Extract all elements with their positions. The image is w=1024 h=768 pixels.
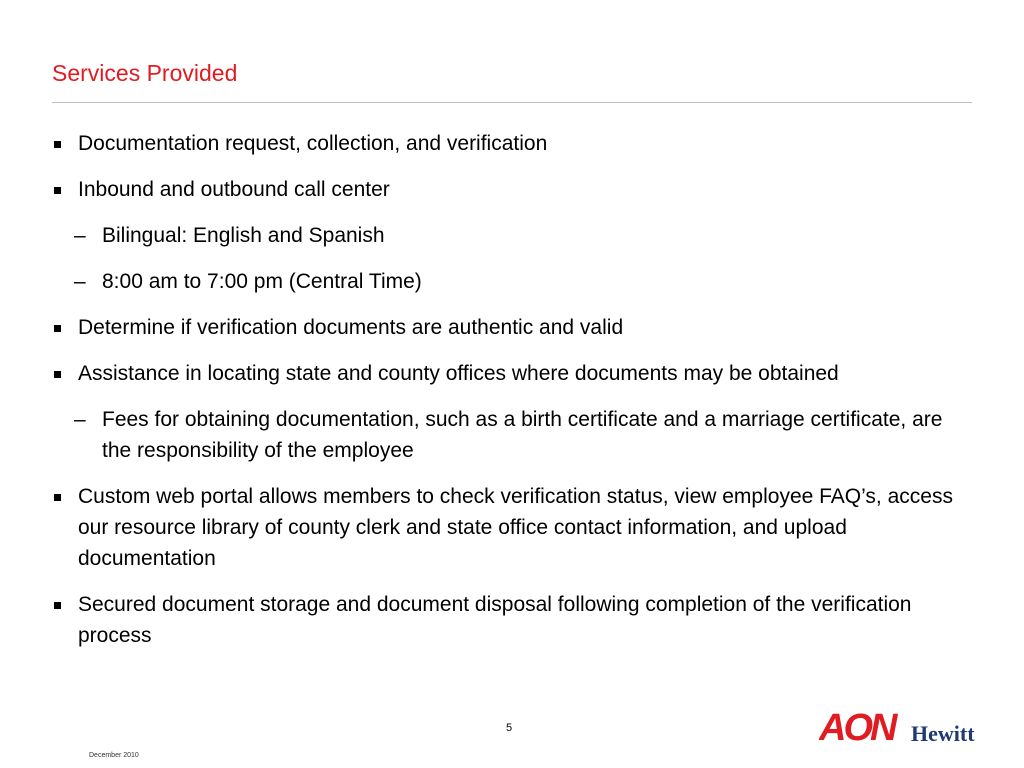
dash-bullet: – xyxy=(74,270,86,293)
footer-date: December 2010 xyxy=(89,752,139,759)
sub-list-item xyxy=(52,220,972,251)
sub-list-item xyxy=(52,266,972,297)
square-bullet-icon xyxy=(54,187,61,194)
list-item-text: Fees for obtaining documentation, such as a birth certificate and a marriage certificate, are the responsibility of the employee xyxy=(102,408,943,462)
square-bullet-icon xyxy=(54,325,61,332)
logo-mark: AON xyxy=(819,707,895,746)
dash-bullet: – xyxy=(74,408,86,431)
slide-title: Services Provided xyxy=(52,60,238,86)
list-item xyxy=(52,589,972,651)
list-item-text: Documentation request, collection, and verification xyxy=(78,132,548,155)
bullet-list xyxy=(52,128,972,651)
dash-bullet: – xyxy=(74,224,86,247)
aon-hewitt-logo xyxy=(819,706,979,746)
logo-wordmark: Hewitt xyxy=(911,721,975,746)
list-item-text: Assistance in locating state and county offices where documents may be obtained xyxy=(78,362,839,385)
square-bullet-icon xyxy=(54,371,61,378)
list-item xyxy=(52,481,972,574)
list-item-text: 8:00 am to 7:00 pm (Central Time) xyxy=(102,270,422,293)
page-number: 5 xyxy=(506,722,513,734)
square-bullet-icon xyxy=(54,494,61,501)
list-item-text: Bilingual: English and Spanish xyxy=(102,224,385,247)
list-item xyxy=(52,128,972,159)
sub-list-item xyxy=(52,404,972,466)
list-item xyxy=(52,312,972,343)
list-item xyxy=(52,174,972,205)
square-bullet-icon xyxy=(54,602,61,609)
list-item-text: Secured document storage and document disposal following completion of the verification process xyxy=(78,593,912,647)
list-item-text: Determine if verification documents are authentic and valid xyxy=(78,316,624,339)
title-divider xyxy=(52,102,972,103)
square-bullet-icon xyxy=(54,141,61,148)
list-item-text: Custom web portal allows members to check verification status, view employee FAQ’s, access our resource library of county clerk and state office contact information, and upload documentation xyxy=(78,485,953,570)
list-item-text: Inbound and outbound call center xyxy=(78,178,390,201)
list-item xyxy=(52,358,972,389)
